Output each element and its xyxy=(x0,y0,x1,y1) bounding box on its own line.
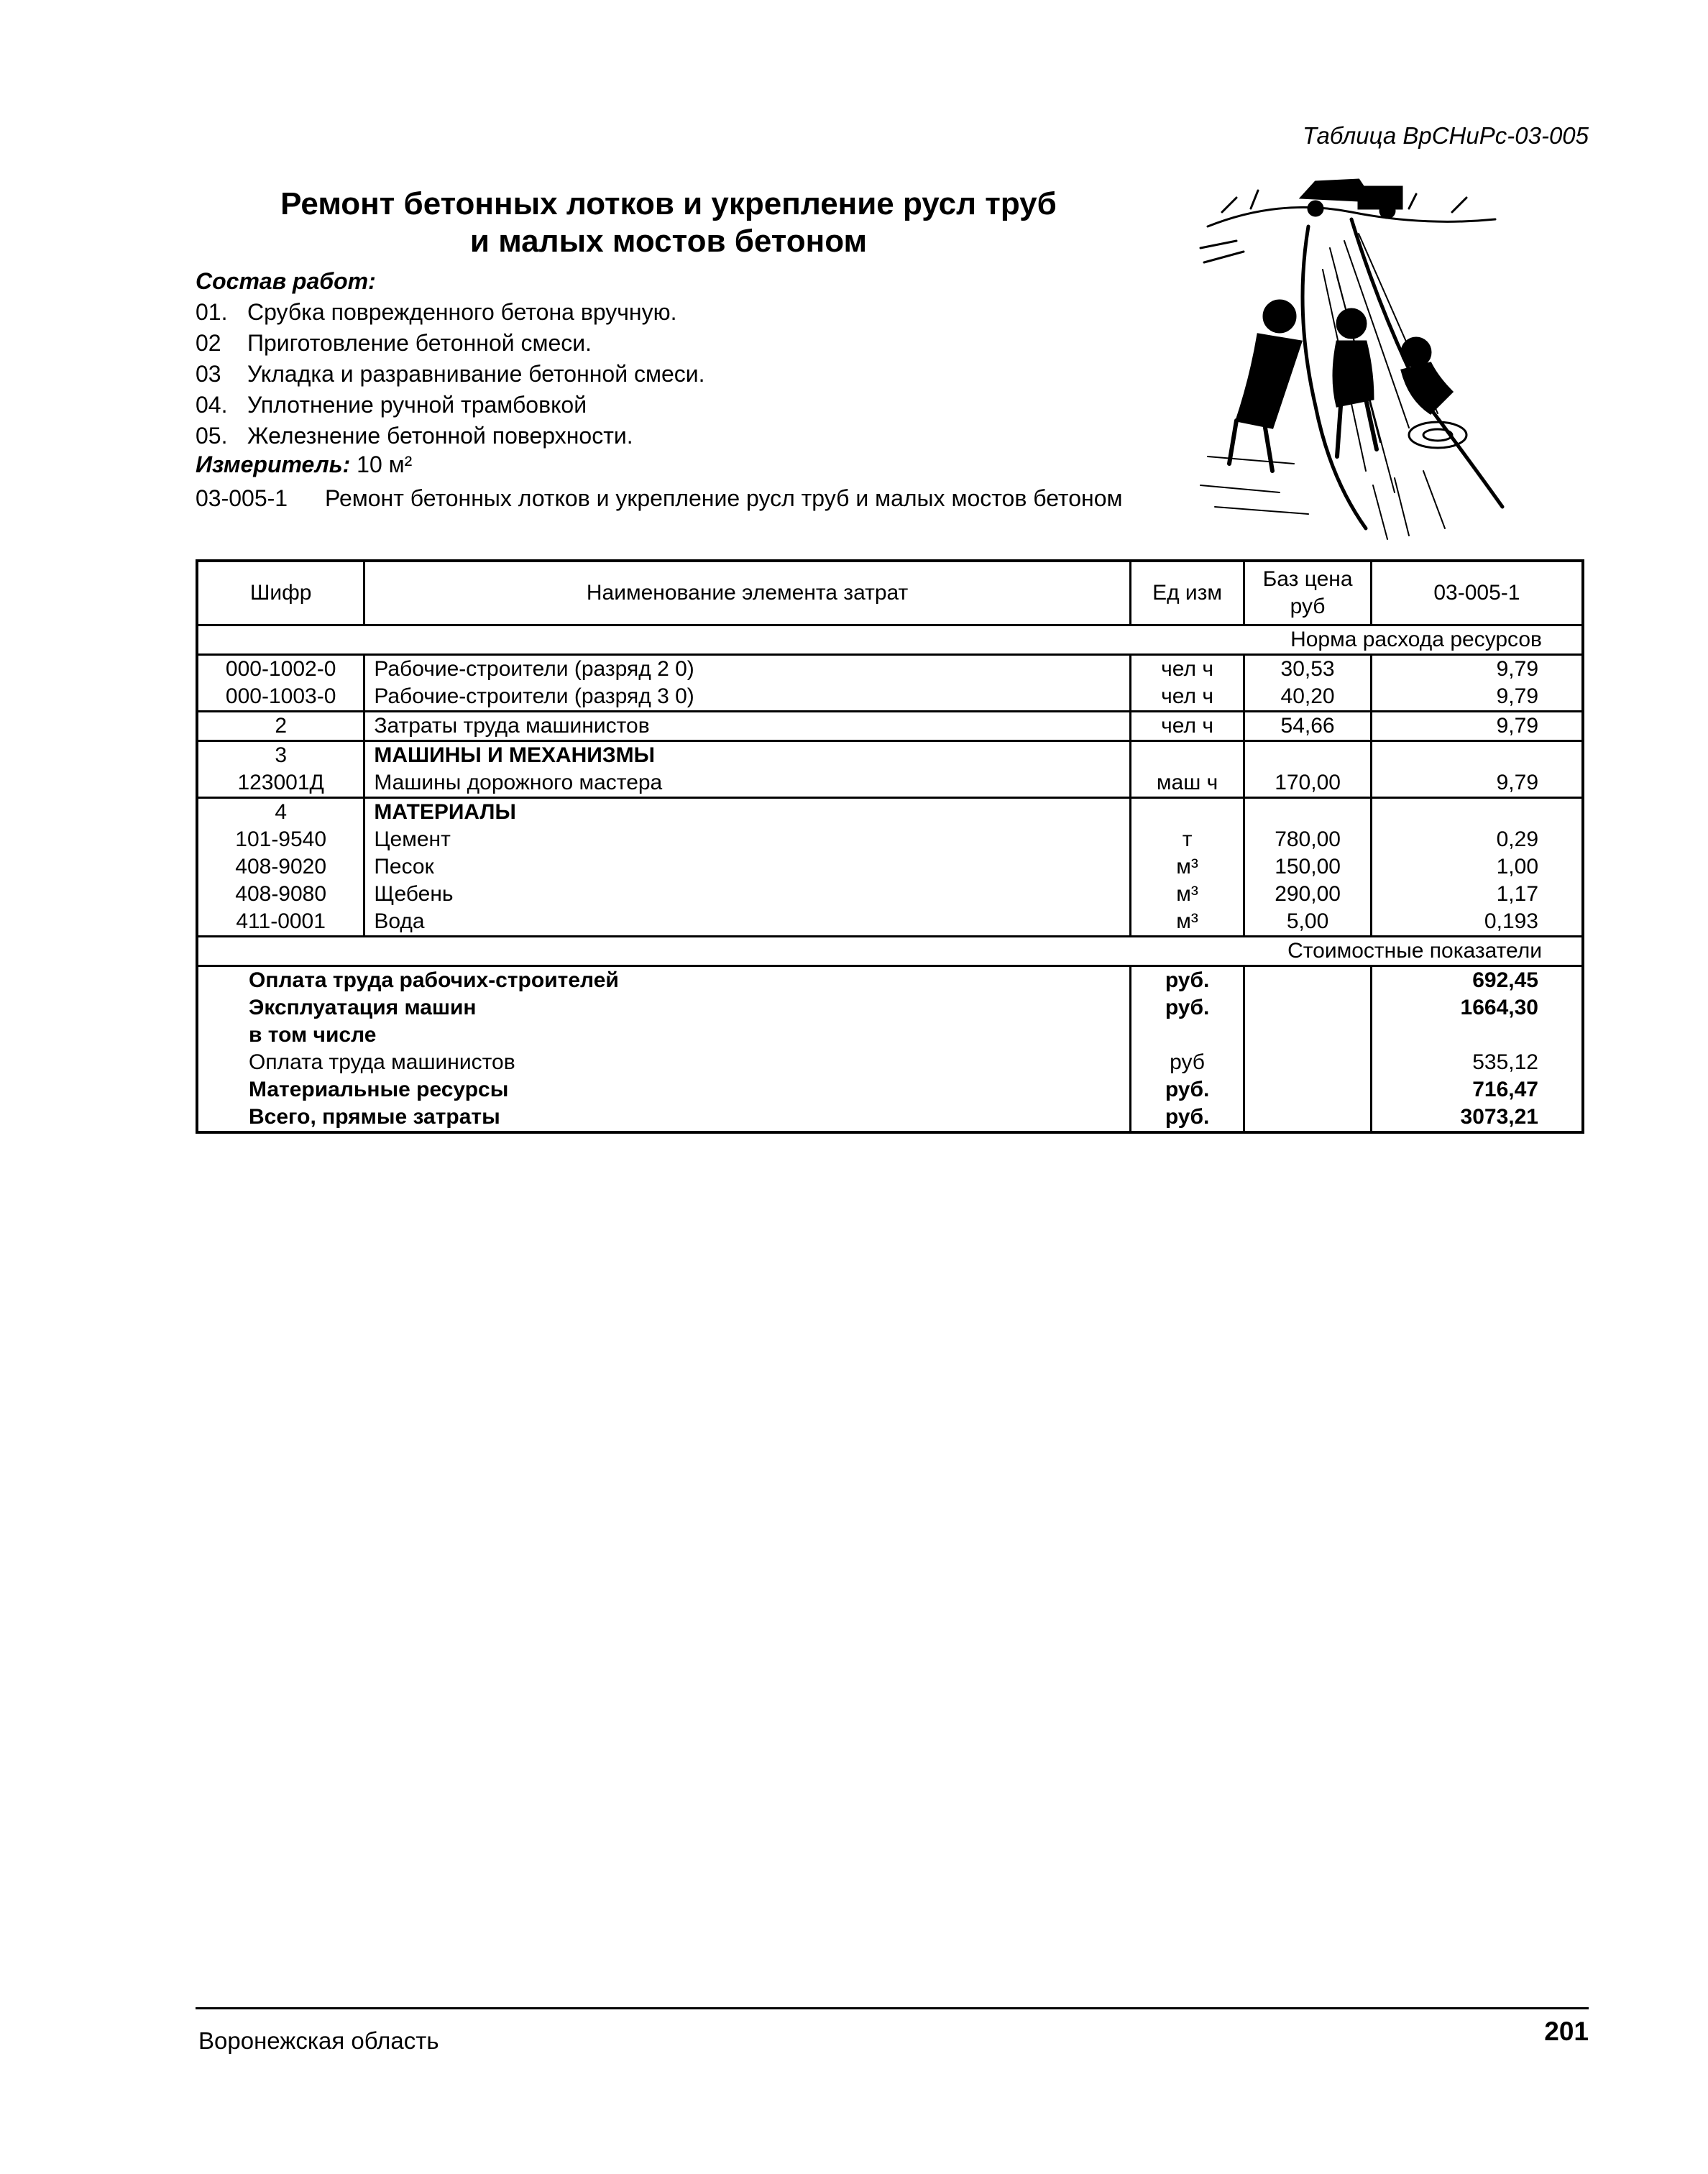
norm-section-row xyxy=(197,625,1583,655)
cost-row: Оплата труда машинистов руб 535,12 xyxy=(197,1049,1583,1076)
footer-region: Воронежская область xyxy=(198,2027,439,2054)
header-price: Баз цена руб xyxy=(1244,561,1372,625)
title-line-2: и малых мостов бетоном xyxy=(469,224,868,259)
workers-illustration xyxy=(1193,169,1510,543)
title-line-1: Ремонт бетонных лотков и укрепление русл труб xyxy=(280,186,1057,221)
table-row: 408-9020 Песок м³ 150,00 1,00 xyxy=(197,853,1583,881)
table-group-row: 3 МАШИНЫ И МЕХАНИЗМЫ xyxy=(197,741,1583,770)
measure-label: Измеритель: xyxy=(196,451,351,477)
table-row: 000-1003-0 Рабочие-строители (разряд 3 0) чел ч 40,20 9,79 xyxy=(197,683,1583,712)
footer-divider xyxy=(196,2007,1589,2009)
work-item: 04. Уплотнение ручной трамбовкой xyxy=(196,392,587,418)
header-unit: Ед изм xyxy=(1130,561,1244,625)
table-reference: Таблица ВрСНиРс-03-005 xyxy=(1303,122,1589,149)
page-title xyxy=(201,185,1136,260)
norm-label: Норма расхода ресурсов xyxy=(197,625,1583,655)
table-row: 408-9080 Щебень м³ 290,00 1,17 xyxy=(197,881,1583,908)
table-group-row: 4 МАТЕРИАЛЫ xyxy=(197,798,1583,827)
works-heading: Состав работ: xyxy=(196,268,376,294)
table-row: 000-1002-0 Рабочие-строители (разряд 2 0) чел ч 30,53 9,79 xyxy=(197,655,1583,684)
table-row: 101-9540 Цемент т 780,00 0,29 xyxy=(197,826,1583,853)
table-row: 411-0001 Вода м³ 5,00 0,193 xyxy=(197,908,1583,937)
table-header-row xyxy=(197,561,1583,625)
cost-section-row xyxy=(197,937,1583,966)
cost-row: Материальные ресурсы руб. 716,47 xyxy=(197,1076,1583,1104)
work-item: 01. Срубка поврежденного бетона вручную. xyxy=(196,299,677,325)
header-name: Наименование элемента затрат xyxy=(364,561,1131,625)
page-number: 201 xyxy=(1544,2017,1589,2046)
measure-value: 10 м² xyxy=(357,451,413,477)
work-item: 05. Железнение бетонной поверхности. xyxy=(196,423,633,449)
measure xyxy=(196,451,412,478)
works-list xyxy=(196,266,1173,451)
table-row: 123001Д Машины дорожного мастера маш ч 170,00 9,79 xyxy=(197,769,1583,798)
cost-table xyxy=(196,559,1584,1134)
code-text: Ремонт бетонных лотков и укрепление русл труб и малых мостов бетоном xyxy=(325,485,1123,511)
cost-label: Стоимостные показатели xyxy=(197,937,1583,966)
code-number: 03-005-1 xyxy=(196,485,288,511)
work-item: 03 Укладка и разравнивание бетонной смеси. xyxy=(196,361,705,387)
cost-row: Всего, прямые затраты руб. 3073,21 xyxy=(197,1104,1583,1132)
work-item: 02 Приготовление бетонной смеси. xyxy=(196,330,592,356)
cost-row: Оплата труда рабочих-строителей руб. 692,45 xyxy=(197,966,1583,995)
table-row: 2 Затраты труда машинистов чел ч 54,66 9,79 xyxy=(197,712,1583,741)
header-code: Шифр xyxy=(197,561,364,625)
cost-row: в том числе xyxy=(197,1022,1583,1049)
cost-row: Эксплуатация машин руб. 1664,30 xyxy=(197,994,1583,1022)
header-value: 03-005-1 xyxy=(1371,561,1583,625)
